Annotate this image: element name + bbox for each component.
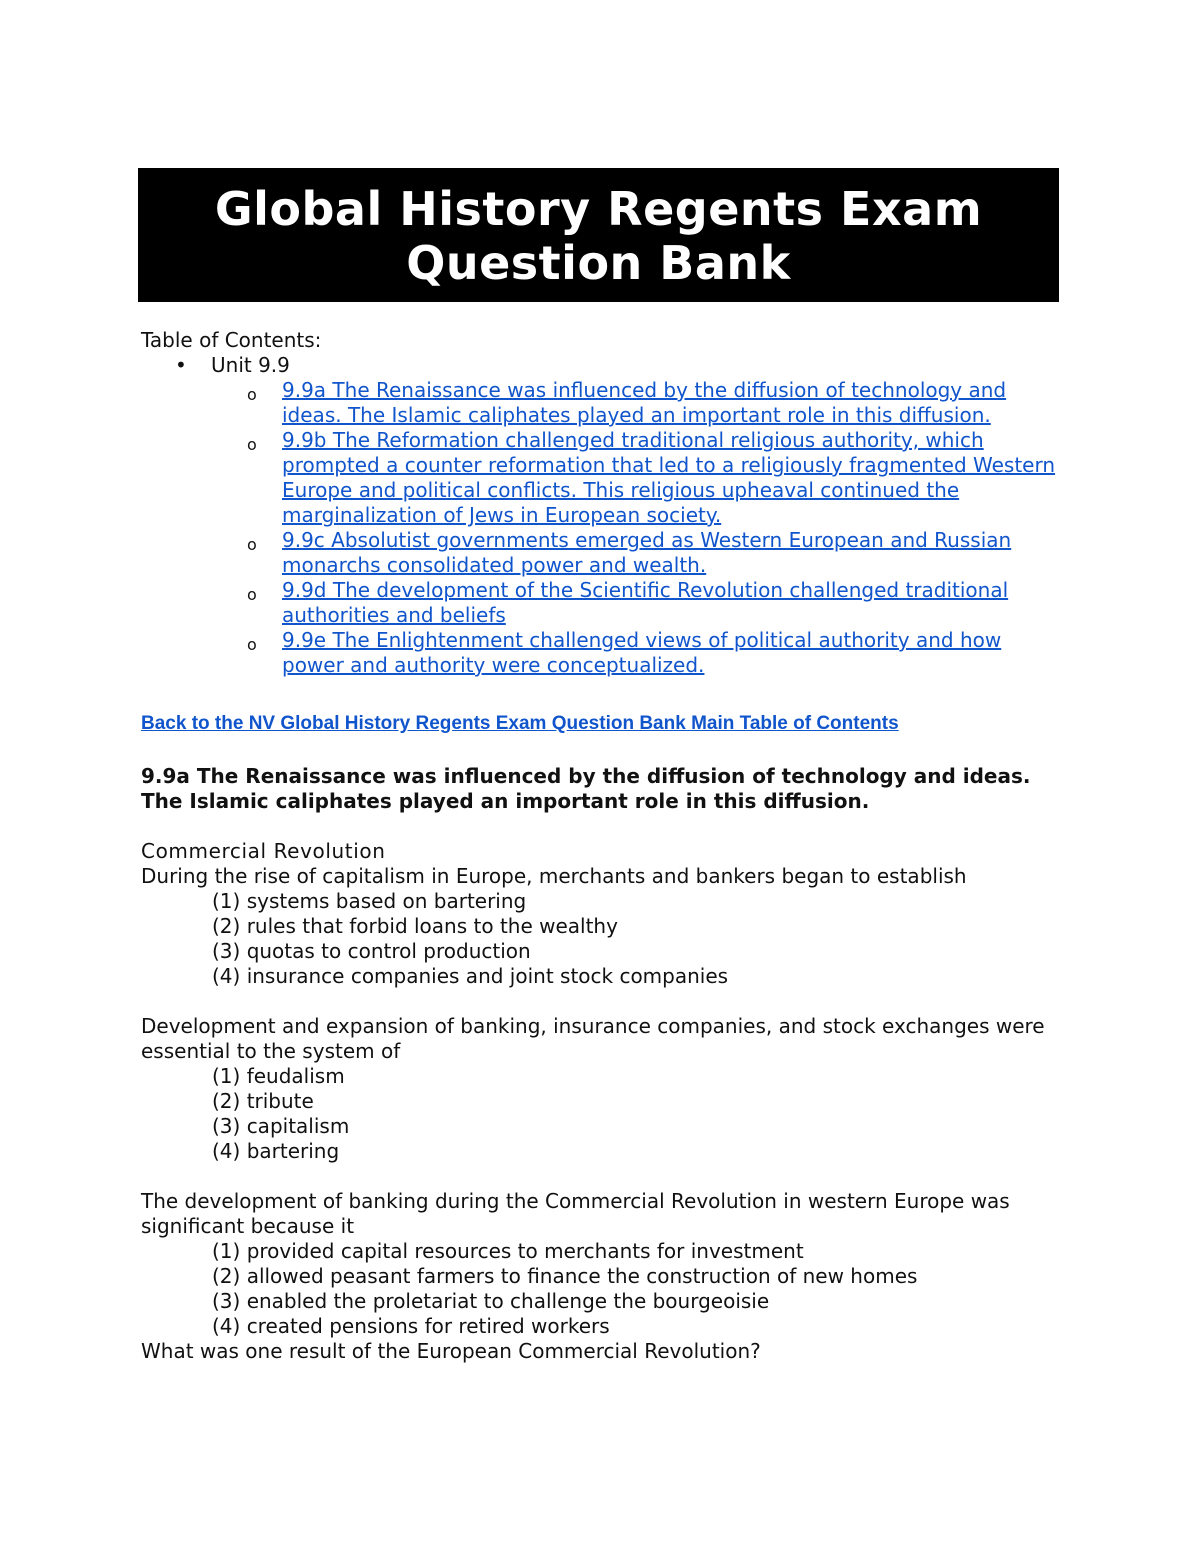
- toc-heading: Table of Contents:: [141, 328, 322, 352]
- document-title-banner: [138, 168, 1059, 302]
- toc-link-9-9d[interactable]: 9.9d The development of the Scientific Revolution challenged traditional authorities and beliefs: [282, 578, 1009, 627]
- answer-choice: (4) insurance companies and joint stock companies: [212, 964, 729, 988]
- question-3: [141, 1189, 1071, 1339]
- toc-item-9-9b: [141, 428, 1071, 528]
- toc-sublist: [141, 378, 1071, 678]
- answer-choice: (3) quotas to control production: [212, 939, 531, 963]
- question-4-stem: What was one result of the European Commercial Revolution?: [141, 1339, 761, 1363]
- sub-bullet-icon: o: [247, 435, 257, 454]
- toc-link-9-9c[interactable]: 9.9c Absolutist governments emerged as Western European and Russian monarchs consolidated power and wealth.: [282, 528, 1012, 577]
- toc-link-9-9b[interactable]: 9.9b The Reformation challenged traditional religious authority, which prompted a counter reformation that led to a religiously fragmented Western Europe and political conflicts. This religious upheaval continued the marginalization of Jews in European society.: [282, 428, 1056, 527]
- toc-unit-item: [141, 353, 1071, 378]
- question-stem: During the rise of capitalism in Europe, merchants and bankers began to establish: [141, 864, 967, 888]
- answer-choice: (4) bartering: [212, 1139, 340, 1163]
- sub-bullet-icon: o: [247, 635, 257, 654]
- question-stem: The development of banking during the Commercial Revolution in western Europe was significant because it: [141, 1189, 1010, 1238]
- question-2: [141, 1014, 1071, 1164]
- answer-choice: (2) tribute: [212, 1089, 314, 1113]
- section-heading-9-9a: 9.9a The Renaissance was influenced by the diffusion of technology and ideas. The Islamic caliphates played an important role in this diffusion.: [141, 764, 1031, 813]
- sub-bullet-icon: o: [247, 585, 257, 604]
- answer-choices: [141, 1064, 1071, 1164]
- back-to-main-toc-link[interactable]: Back to the NV Global History Regents Exam Question Bank Main Table of Contents: [141, 713, 899, 734]
- answer-choice: (2) allowed peasant farmers to finance the construction of new homes: [212, 1264, 918, 1288]
- toc-link-9-9e[interactable]: 9.9e The Enlightenment challenged views of political authority and how power and authority were conceptualized.: [282, 628, 1002, 677]
- question-1: [141, 864, 1071, 989]
- toc-item-9-9d: [141, 578, 1071, 628]
- bullet-icon: •: [175, 353, 187, 377]
- answer-choice: (2) rules that forbid loans to the wealthy: [212, 914, 618, 938]
- answer-choice: (4) created pensions for retired workers: [212, 1314, 610, 1338]
- document-body: [141, 328, 1071, 1364]
- sub-bullet-icon: o: [247, 385, 257, 404]
- sub-bullet-icon: o: [247, 535, 257, 554]
- answer-choices: [141, 1239, 1071, 1339]
- toc-item-9-9c: [141, 528, 1071, 578]
- document-title-line-1: Global History Regents Exam: [214, 182, 983, 236]
- answer-choice: (3) capitalism: [212, 1114, 350, 1138]
- answer-choices: [141, 889, 1071, 989]
- answer-choice: (1) feudalism: [212, 1064, 345, 1088]
- toc-item-9-9e: [141, 628, 1071, 678]
- question-stem: Development and expansion of banking, insurance companies, and stock exchanges were essential to the system of: [141, 1014, 1045, 1063]
- subheading-commercial-revolution: Commercial Revolution: [141, 839, 386, 863]
- toc-item-9-9a: [141, 378, 1071, 428]
- answer-choice: (1) systems based on bartering: [212, 889, 527, 913]
- answer-choice: (1) provided capital resources to merchants for investment: [212, 1239, 804, 1263]
- toc-unit-label: Unit 9.9: [211, 353, 290, 377]
- toc-link-9-9a[interactable]: 9.9a The Renaissance was influenced by the diffusion of technology and ideas. The Islamic caliphates played an important role in this diffusion.: [282, 378, 1007, 427]
- answer-choice: (3) enabled the proletariat to challenge the bourgeoisie: [212, 1289, 770, 1313]
- document-title-line-2: Question Bank: [406, 236, 791, 290]
